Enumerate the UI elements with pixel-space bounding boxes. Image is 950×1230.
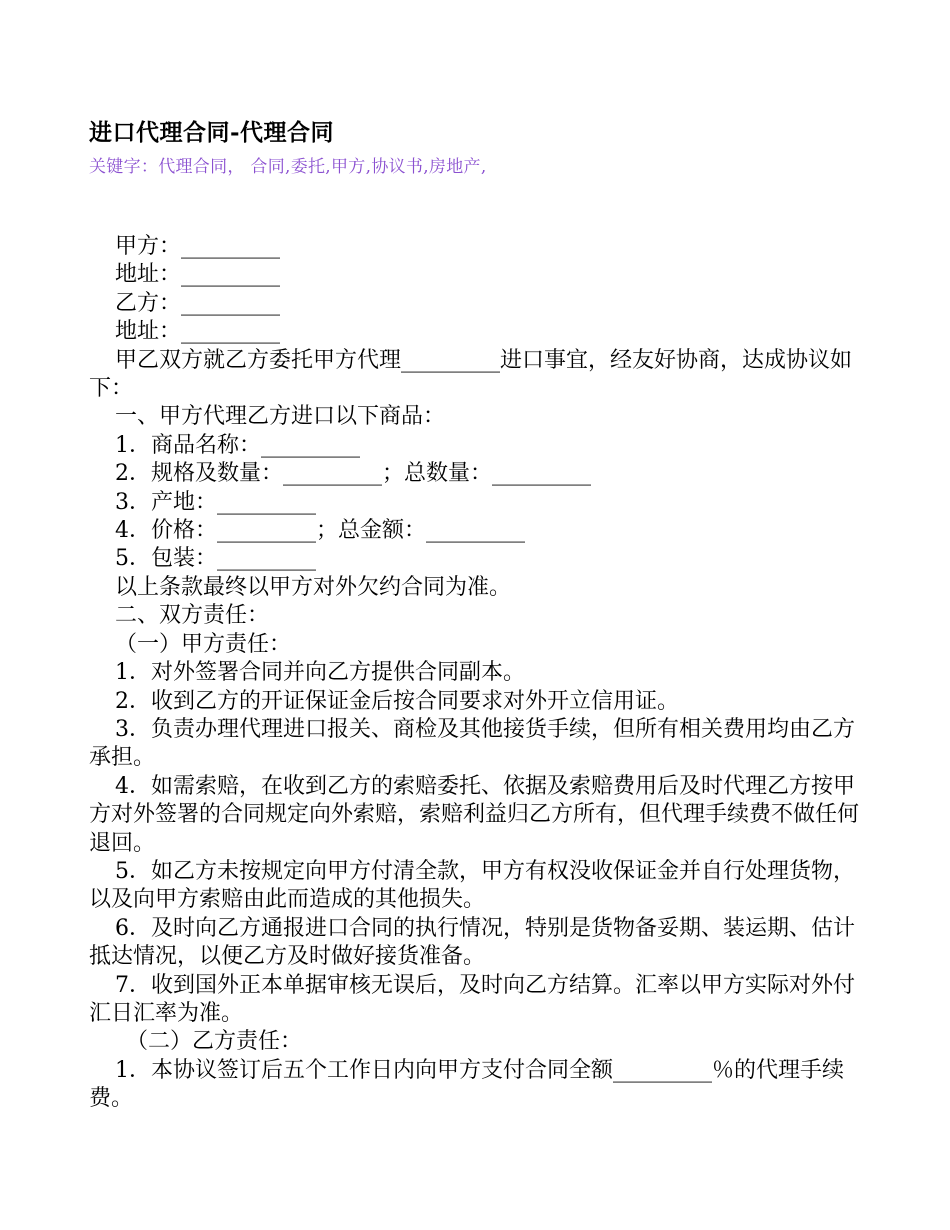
party-b-line: 乙方：_________ xyxy=(115,290,281,316)
goods-terms-note: 以上条款最终以甲方对外欠约合同为准。 xyxy=(115,574,512,600)
party-a-address-line: 地址：_________ xyxy=(115,262,281,288)
party-b-duty-1: 1．本协议签订后五个工作日内向甲方支付合同全额_________％的代理手续费。 xyxy=(89,1057,844,1112)
preamble-paragraph: 甲乙双方就乙方委托甲方代理_________进口事宜，经友好协商，达成协议如下： xyxy=(89,347,853,402)
party-b-address-line: 地址：_________ xyxy=(115,319,281,345)
document-keywords: 关键字：代理合同， 合同,委托,甲方,协议书,房地产, xyxy=(89,157,487,177)
party-a-duty-3: 3．负责办理代理进口报关、商检及其他接货手续，但所有相关费用均由乙方承担。 xyxy=(89,716,855,771)
party-a-line: 甲方：_________ xyxy=(115,234,281,259)
party-a-duty-7: 7．收到国外正本单据审核无误后，及时向乙方结算。汇率以甲方实际对外付汇日汇率为准。 xyxy=(89,972,855,1026)
party-a-duty-2: 2．收到乙方的开证保证金后按合同要求对外开立信用证。 xyxy=(115,688,679,714)
goods-item-name: 1．商品名称：_________ xyxy=(115,432,360,458)
party-a-duty-1: 1．对外签署合同并向乙方提供合同副本。 xyxy=(115,660,525,686)
subsection-heading-party-a: （一）甲方责任： xyxy=(115,631,292,657)
subsection-heading-party-b: （二）乙方责任： xyxy=(126,1029,303,1055)
party-a-duty-6: 6．及时向乙方通报进口合同的执行情况，特别是货物备妥期、装运期、估计抵达情况，以便乙方及时做好接货准备。 xyxy=(89,915,855,970)
party-a-duty-4: 4．如需索赔，在收到乙方的索赔委托、依据及索赔费用后及时代理乙方按甲方对外签署的合同规定向外索赔，索赔利益归乙方所有，但代理手续费不做任何退回。 xyxy=(89,773,860,856)
party-a-duty-5: 5．如乙方未按规定向甲方付清全款，甲方有权没收保证金并自行处理货物，以及向甲方索赔由此而造成的其他损失。 xyxy=(89,858,855,913)
goods-item-packing: 5．包装：_________ xyxy=(115,546,316,572)
goods-item-origin: 3．产地：_________ xyxy=(115,489,316,515)
goods-item-spec: 2．规格及数量：_________；总数量：_________ xyxy=(115,461,591,487)
contract-body xyxy=(89,233,859,1114)
goods-item-price: 4．价格：_________；总金额：_________ xyxy=(115,518,525,544)
section-heading-duties: 二、双方责任： xyxy=(115,603,270,629)
document-title: 进口代理合同-代理合同 xyxy=(89,119,335,146)
section-heading-goods: 一、甲方代理乙方进口以下商品： xyxy=(115,404,446,430)
